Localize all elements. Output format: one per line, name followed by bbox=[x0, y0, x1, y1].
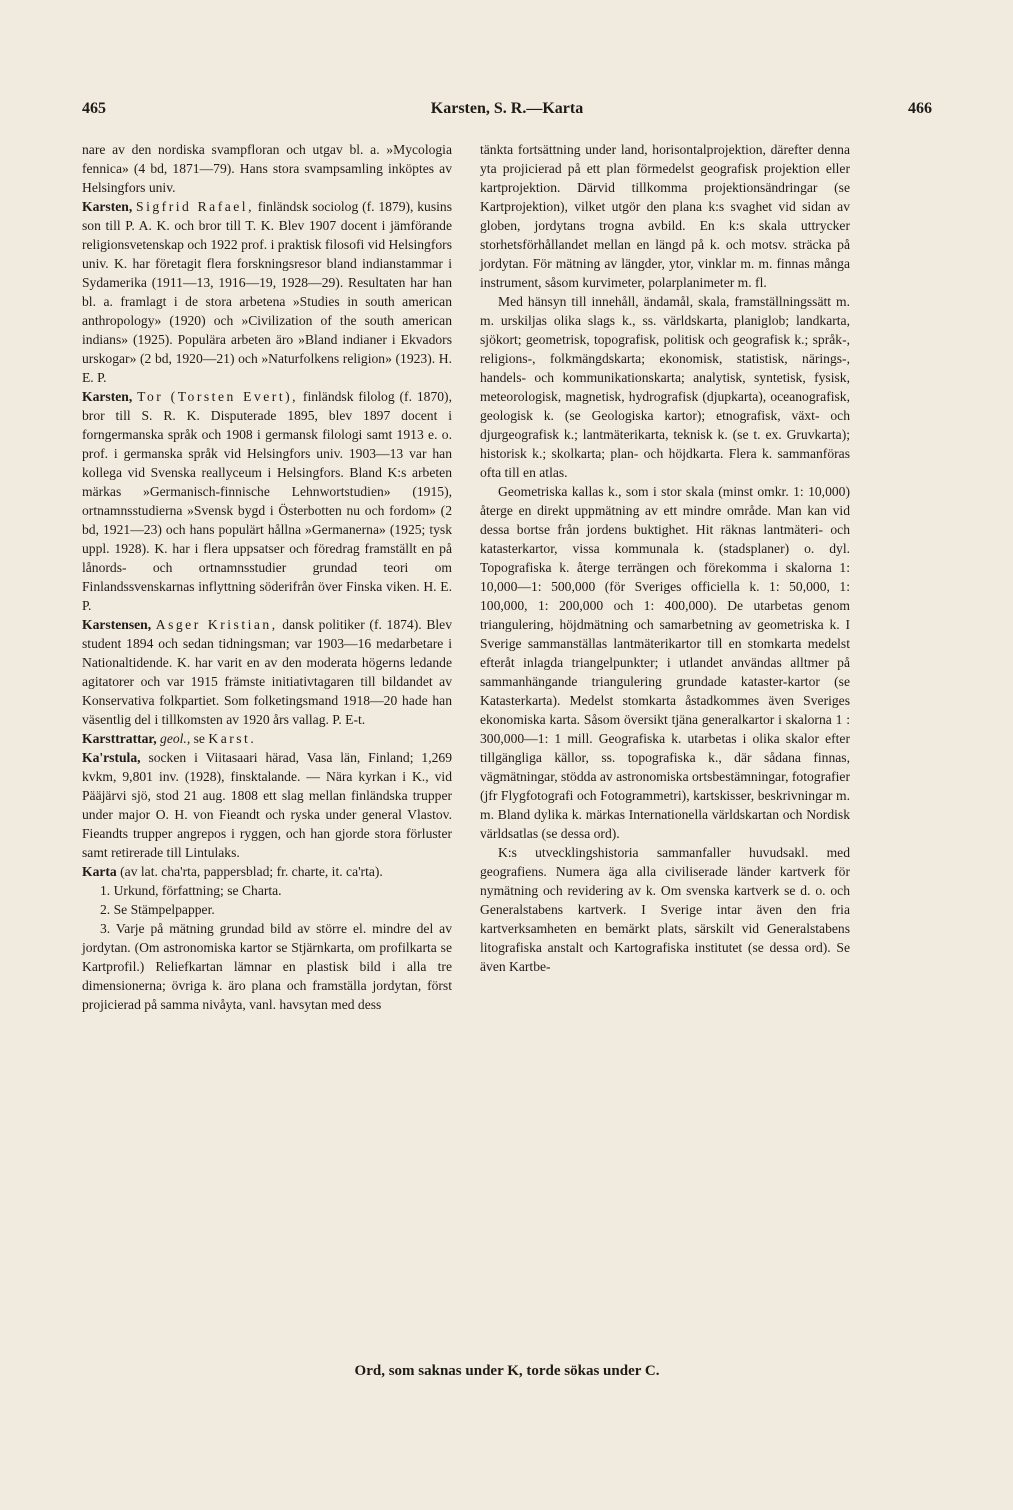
karta-continuation: tänkta fortsättning under land, horisontalprojektion, därefter denna yta projicierad på ett plan förmedelst geografisk projektion eller kartprojektion. Därvid tillkomma projektionsändringar (se Kartprojektion), vilket utgör den plana k:s svaghet vid sidan av globen, jordytans trogna avbild. En k:s skala uttrycker storhetsförhållandet mellan en längd på k. och motsv. sträcka på jordytan. För mätning av längder, ytor, vinklar m. m. finnas många instrument, såsom kurvimeter, polarplanimeter m. fl. bbox=[480, 142, 850, 290]
entry-karsttrattar: Karsttrattar, geol., se Karst. bbox=[82, 731, 257, 746]
karta-sense-3: 3. Varje på mätning grundad bild av större el. mindre del av jordytan. (Om astronomiska kartor se Stjärnkarta, om profilkarta se Kartprofil.) Reliefkartan lämnar en plastisk bild i alla tre dimensionerna; övriga k. äro plana och framställa jordytan, först projicierad på samma nivåyta, vanl. havsytan med dess bbox=[82, 921, 452, 1012]
karta-types: Med hänsyn till innehåll, ändamål, skala, framställningssätt m. m. urskiljas olika slags k., ss. världskarta, planiglob; landkarta, sjökort; geometrisk, topografisk, politisk och geografisk k.; språk-, religions-, folkmängdskarta; ekonomisk, statistisk, närings-, handels- och kommunikationskarta; analytisk, syntetisk, fysisk, meteorologisk, magnetisk, hydrografisk (djupkarta), oceanografisk, geologisk k. (se Geologiska kartor); etnografisk, växt- och djurgeografisk k.; lantmäterikarta, teknisk k. (se t. ex. Gruvkarta); historisk k.; skolkarta; plan- och höjdkarta. Flera k. sammanföras ofta till en atlas. bbox=[480, 294, 850, 480]
entry-karsten-sigfrid: Karsten, Sigfrid Rafael, finländsk sociolog (f. 1879), kusins son till P. A. K. och bror till T. K. Blev 1907 docent i jämförande religionsvetenskap och 1922 prof. i praktisk filosofi vid Helsingfors univ. K. har företagit flera forskningsresor bland indianstammar i Sydamerika (1911—13, 1916—19, 1928—29). Resultaten har han bl. a. framlagt i de stora arbetena »Studies in south american anthropology» (1920) och »Civilization of the south american indians» (1925). Populära arbeten äro »Bland indianer i Ekvadors urskogar» (2 bd, 1920—21) och »Naturfolkens religion» (1923). H. E. P. bbox=[82, 199, 452, 385]
karta-history: K:s utvecklingshistoria sammanfaller huvudsakl. med geografiens. Numera äga alla civiliserade länder kartverk för nymätning och revidering av k. Om svenska kartverk se d. o. och Generalstabens kartverk. I Sverige intar även den fria kartverksamheten en bemärkt plats, särskilt vid Generalstabens litografiska anstalt och Kartografiska institutet (se dessa ord). Se även Kartbe- bbox=[480, 845, 850, 974]
entry-karstensen: Karstensen, Asger Kristian, dansk politiker (f. 1874). Blev student 1894 och sedan tidningsman; var 1903—16 medarbetare i Nationaltidende. K. har varit en av den moderata högerns ledande agitatorer och var 1915 främste initiativtagaren till bildandet av Konservativa folkpartiet. Som folketingsmand 1918—20 hade han väsentlig del i tillkomsten av 1920 års vallag. P. E-t. bbox=[82, 617, 452, 727]
page-number-left: 465 bbox=[82, 100, 106, 117]
entry-karstula: Ka'rstula, socken i Viitasaari härad, Vasa län, Finland; 1,269 kvkm, 9,801 inv. (1928), finsktalande. — Nära kyrkan i K., vid Pääjärvi sjö, stod 21 aug. 1808 ett slag mellan finländska trupper under major O. H. von Fieandt och ryska under general Vlastov. Fieandts trupper angrepos i ryggen, och han gjorde stora förluster samt retirerade till Lintulaks. bbox=[82, 750, 452, 860]
karta-sense-1: 1. Urkund, författning; se Charta. bbox=[100, 883, 282, 898]
page-number-right: 466 bbox=[908, 100, 932, 117]
entry-continuation: nare av den nordiska svampfloran och utgav bl. a. »Mycologia fennica» (4 bd, 1871—79). Hans stora svampsamling inköptes av Helsingfors univ. bbox=[82, 142, 452, 195]
page-header bbox=[82, 100, 932, 124]
running-title: Karsten, S. R.—Karta bbox=[430, 100, 584, 117]
karta-sense-2: 2. Se Stämpelpapper. bbox=[100, 902, 215, 917]
entry-karsten-tor: Karsten, Tor (Torsten Evert), finländsk filolog (f. 1870), bror till S. R. K. Disputerade 1895, blev 1897 docent i forngermanska språk och 1908 i germansk filologi samt 1913 e. o. prof. i germanska språk vid Helsingfors univ. 1903—13 var han kollega vid Svenska reallyceum i Helsingfors. Bland K:s arbeten märkas »Germanisch-finnische Lehnwortstudien» (1915), ortnamnsstudierna »Svensk bygd i Österbotten nu och fordom» (2 bd, 1921—23) och hans populärt hållna »Germanerna» (1925; tysk uppl. 1928). K. har i flera uppsatser och föredrag framställt en på lånords- och ortnamnsstudier grundad teori om Finlandssvenskarnas inflyttning söderifrån över Finska viken. H. E. P. bbox=[82, 389, 452, 613]
karta-geometric: Geometriska kallas k., som i stor skala (minst omkr. 1: 10,000) återge en direkt uppmätning av ett mindre område. Man kan vid dessa bortse från jordens buktighet. Hit räknas lantmäteri- och katasterkartor, vissa kommunala k. (stadsplaner) o. dyl. Topografiska k. återge terrängen och förekomma i skalorna 1: 10,000—1: 500,000 (för Sveriges officiella k. 1: 50,000, 1: 100,000, 1: 200,000 och 1: 400,000). De utarbetas genom triangulering, höjdmätning och samarbetning av geometriska k. I Sverige sammanställas lantmäterikartor till en stomkarta medelst efteråt inlagda triangelpunkter; i utlandet användas alltmer på sammanhängande triangulering grundade kataster-kartor (se Katasterkarta). Medelst stomkarta åstadkommes även Sveriges ekonomiska karta. Såsom översikt tjäna generalkartor i skalorna 1 : 300,000—1: 1 mill. Geografiska k. utarbetas i olika skalor efter tillgängliga källor, ss. topografiska k., där sådana finnas, vägmätningar, stödda av astronomiska ortsbestämningar, fotografier (jfr Flygfotografi och Fotogrammetri), kartskisser, beskrivningar m. m. Bland dylika k. märkas Internationella världskartan och Nordisk världsatlas (se dessa ord). bbox=[480, 484, 850, 841]
page-footer-note: Ord, som saknas under K, torde sökas under C. bbox=[354, 1363, 660, 1379]
right-column bbox=[480, 140, 850, 976]
left-column bbox=[82, 140, 452, 1014]
entry-karta: Karta (av lat. cha'rta, pappersblad; fr. charte, it. ca'rta). bbox=[82, 864, 383, 879]
